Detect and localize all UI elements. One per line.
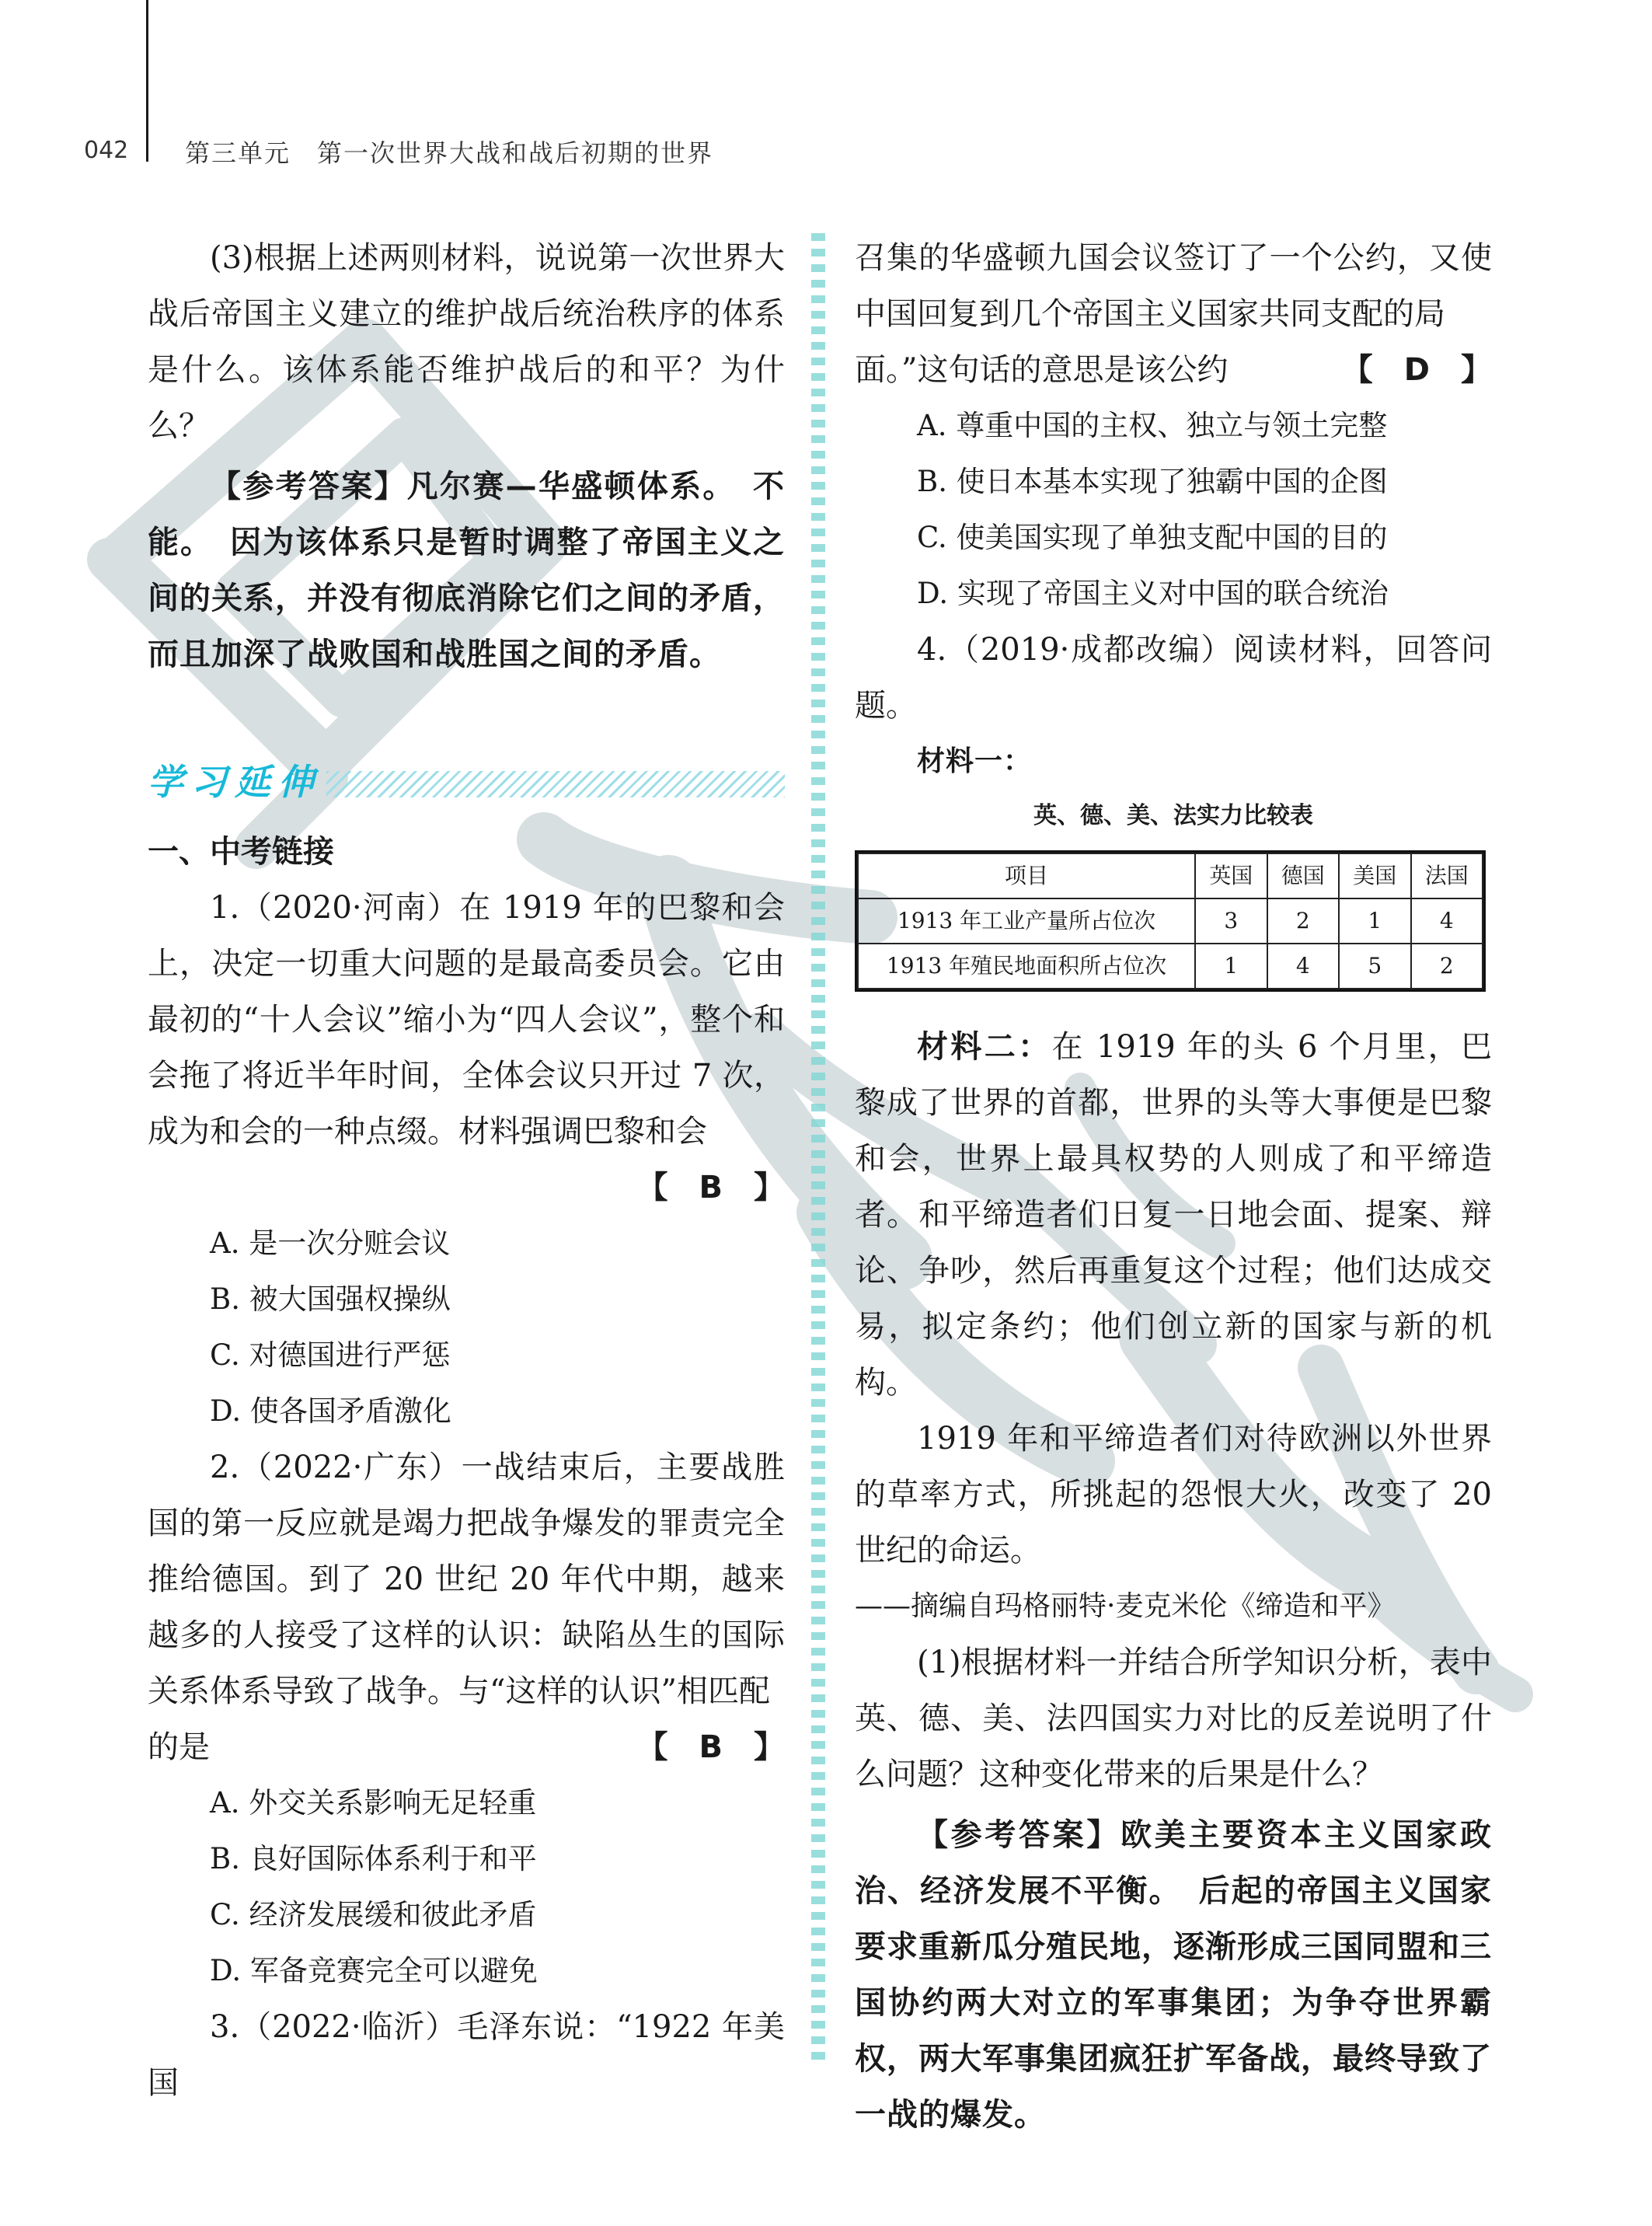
material-2-text-2: 1919 年和平缔造者们对待欧洲以外世界的草率方式，所挑起的怨恨大火，改变了 20 世纪的命运。 — [855, 1421, 1492, 1568]
table-header-cell: 英国 — [1195, 853, 1267, 898]
question-2-option: B. 良好国际体系利于和平 — [210, 1842, 537, 1875]
question-3-option: C. 使美国实现了单独支配中国的目的 — [917, 521, 1388, 554]
section-title: 学习延伸 — [148, 761, 322, 803]
question-3-option: A. 尊重中国的主权、独立与领土完整 — [917, 409, 1388, 442]
question-3-answer-line — [855, 342, 1492, 398]
question-1-stem: 1.（2020·河南）在 1919 年的巴黎和会上，决定一切重大问题的是最高委员会。它由最初的“十人会议”缩小为“四人会议”，整个和会拖了将近半年时间，全体会议只开过 7 次，成为和会的一种点缀。材料强调巴黎和会 — [148, 890, 785, 1150]
left-column — [148, 230, 785, 2111]
question-3-answer: 【参考答案】凡尔赛—华盛顿体系。 不能。 因为该体系只是暂时调整了帝国主义之间的关系，并没有彻底消除它们之间的矛盾，而且加深了战败国和战胜国之间的矛盾。 — [148, 469, 785, 672]
header-rule — [146, 0, 148, 162]
question-1-answer: 【 B 】 — [636, 1170, 785, 1205]
material-2 — [855, 1019, 1492, 1411]
section-header-bar — [326, 771, 785, 797]
material-2-text: 在 1919 年的头 6 个月里，巴黎成了世界的首都，世界的头等大事便是巴黎和会，世界上最具权势的人则成了和平缔造者。和平缔造者们日复一日地会面、提案、辩论、争吵，然后再重复这个过程；他们达成交易，拟定条约；他们创立新的国家与新的机构。 — [855, 1029, 1493, 1401]
table-title: 英、德、美、法实力比较表 — [1033, 802, 1313, 829]
question-3-option: B. 使日本基本实现了独霸中国的企图 — [917, 465, 1388, 498]
table-cell: 1913 年工业产量所占位次 — [858, 898, 1195, 944]
question-4-1: (1)根据材料一并结合所学知识分析，表中英、德、美、法四国实力对比的反差说明了什么问题？这种变化带来的后果是什么？ — [855, 1645, 1492, 1792]
question-1-answer-line — [148, 1160, 785, 1216]
right-column — [855, 230, 1492, 2143]
question-3-option: D. 实现了帝国主义对中国的联合统治 — [917, 577, 1389, 610]
question-2-option: D. 军备竞赛完全可以避免 — [210, 1954, 538, 1987]
table-row — [858, 898, 1483, 944]
table-header-cell: 法国 — [1411, 853, 1483, 898]
column-divider — [811, 233, 825, 2067]
subsection-title: 一、中考链接 — [148, 834, 334, 870]
comparison-table — [857, 853, 1483, 989]
question-1-option: D. 使各国矛盾激化 — [210, 1394, 451, 1428]
section-header — [148, 749, 785, 819]
question-3-stem-last: 面。”这句话的意思是该公约 — [855, 352, 1229, 388]
question-3-mc-answer: 【 D 】 — [1341, 352, 1492, 388]
question-1-option: B. 被大国强权操纵 — [210, 1282, 451, 1316]
table-cell: 2 — [1411, 944, 1483, 989]
table-cell: 1 — [1339, 898, 1411, 944]
question-1-option: C. 对德国进行严惩 — [210, 1338, 451, 1372]
table-cell: 1913 年殖民地面积所占位次 — [858, 944, 1195, 989]
table-header-cell: 德国 — [1267, 853, 1340, 898]
comparison-table-frame — [855, 850, 1486, 992]
question-2-stem-tail: 的是 — [148, 1729, 210, 1765]
unit-title: 第三单元 第一次世界大战和战后初期的世界 — [185, 138, 714, 168]
question-2-option: C. 经济发展缓和彼此矛盾 — [210, 1898, 537, 1931]
question-4-1-answer: 【参考答案】欧美主要资本主义国家政治、经济发展不平衡。 后起的帝国主义国家要求重新瓜分殖民地，逐渐形成三国同盟和三国协约两大对立的军事集团；为争夺世界霸权，两大军事集团疯狂扩军备战，最终导致了一战的爆发。 — [855, 1817, 1492, 2133]
question-2-answer-line — [148, 1719, 785, 1775]
table-cell: 2 — [1267, 898, 1340, 944]
material-1-label: 材料一： — [917, 745, 1033, 777]
question-4-stem: 4.（2019·成都改编）阅读材料，回答问题。 — [855, 632, 1492, 724]
table-cell: 4 — [1267, 944, 1340, 989]
table-header-cell: 项目 — [858, 853, 1195, 898]
table-row — [858, 944, 1483, 989]
table-cell: 1 — [1195, 944, 1267, 989]
question-2-answer: 【 B 】 — [636, 1729, 785, 1765]
question-2-option: A. 外交关系影响无足轻重 — [210, 1786, 537, 1820]
table-cell: 5 — [1339, 944, 1411, 989]
material-2-source: ——摘编自玛格丽特·麦克米伦《缔造和平》 — [855, 1590, 1396, 1622]
table-header-cell: 美国 — [1339, 853, 1411, 898]
table-cell: 3 — [1195, 898, 1267, 944]
question-3-prompt: (3)根据上述两则材料，说说第一次世界大战后帝国主义建立的维护战后统治秩序的体系是什么。该体系能否维护战后的和平？为什么？ — [148, 240, 785, 444]
material-2-label: 材料二： — [917, 1029, 1052, 1065]
question-2-stem: 2.（2022·广东）一战结束后，主要战胜国的第一反应就是竭力把战争爆发的罪责完全推给德国。到了 20 世纪 20 年代中期，越来越多的人接受了这样的认识：缺陷丛生的国际关系体系导致了战争。与“这样的认识”相匹配 — [148, 1450, 785, 1709]
page-number: 042 — [84, 137, 129, 164]
question-1-option: A. 是一次分赃会议 — [210, 1226, 451, 1260]
table-cell: 4 — [1411, 898, 1483, 944]
question-3-stem-start: 3.（2022·临沂）毛泽东说：“1922 年美国 — [148, 2009, 785, 2101]
question-3-stem-continued: 召集的华盛顿九国会议签订了一个公约，又使中国回复到几个帝国主义国家共同支配的局 — [855, 240, 1492, 332]
table-header-row — [858, 853, 1483, 898]
